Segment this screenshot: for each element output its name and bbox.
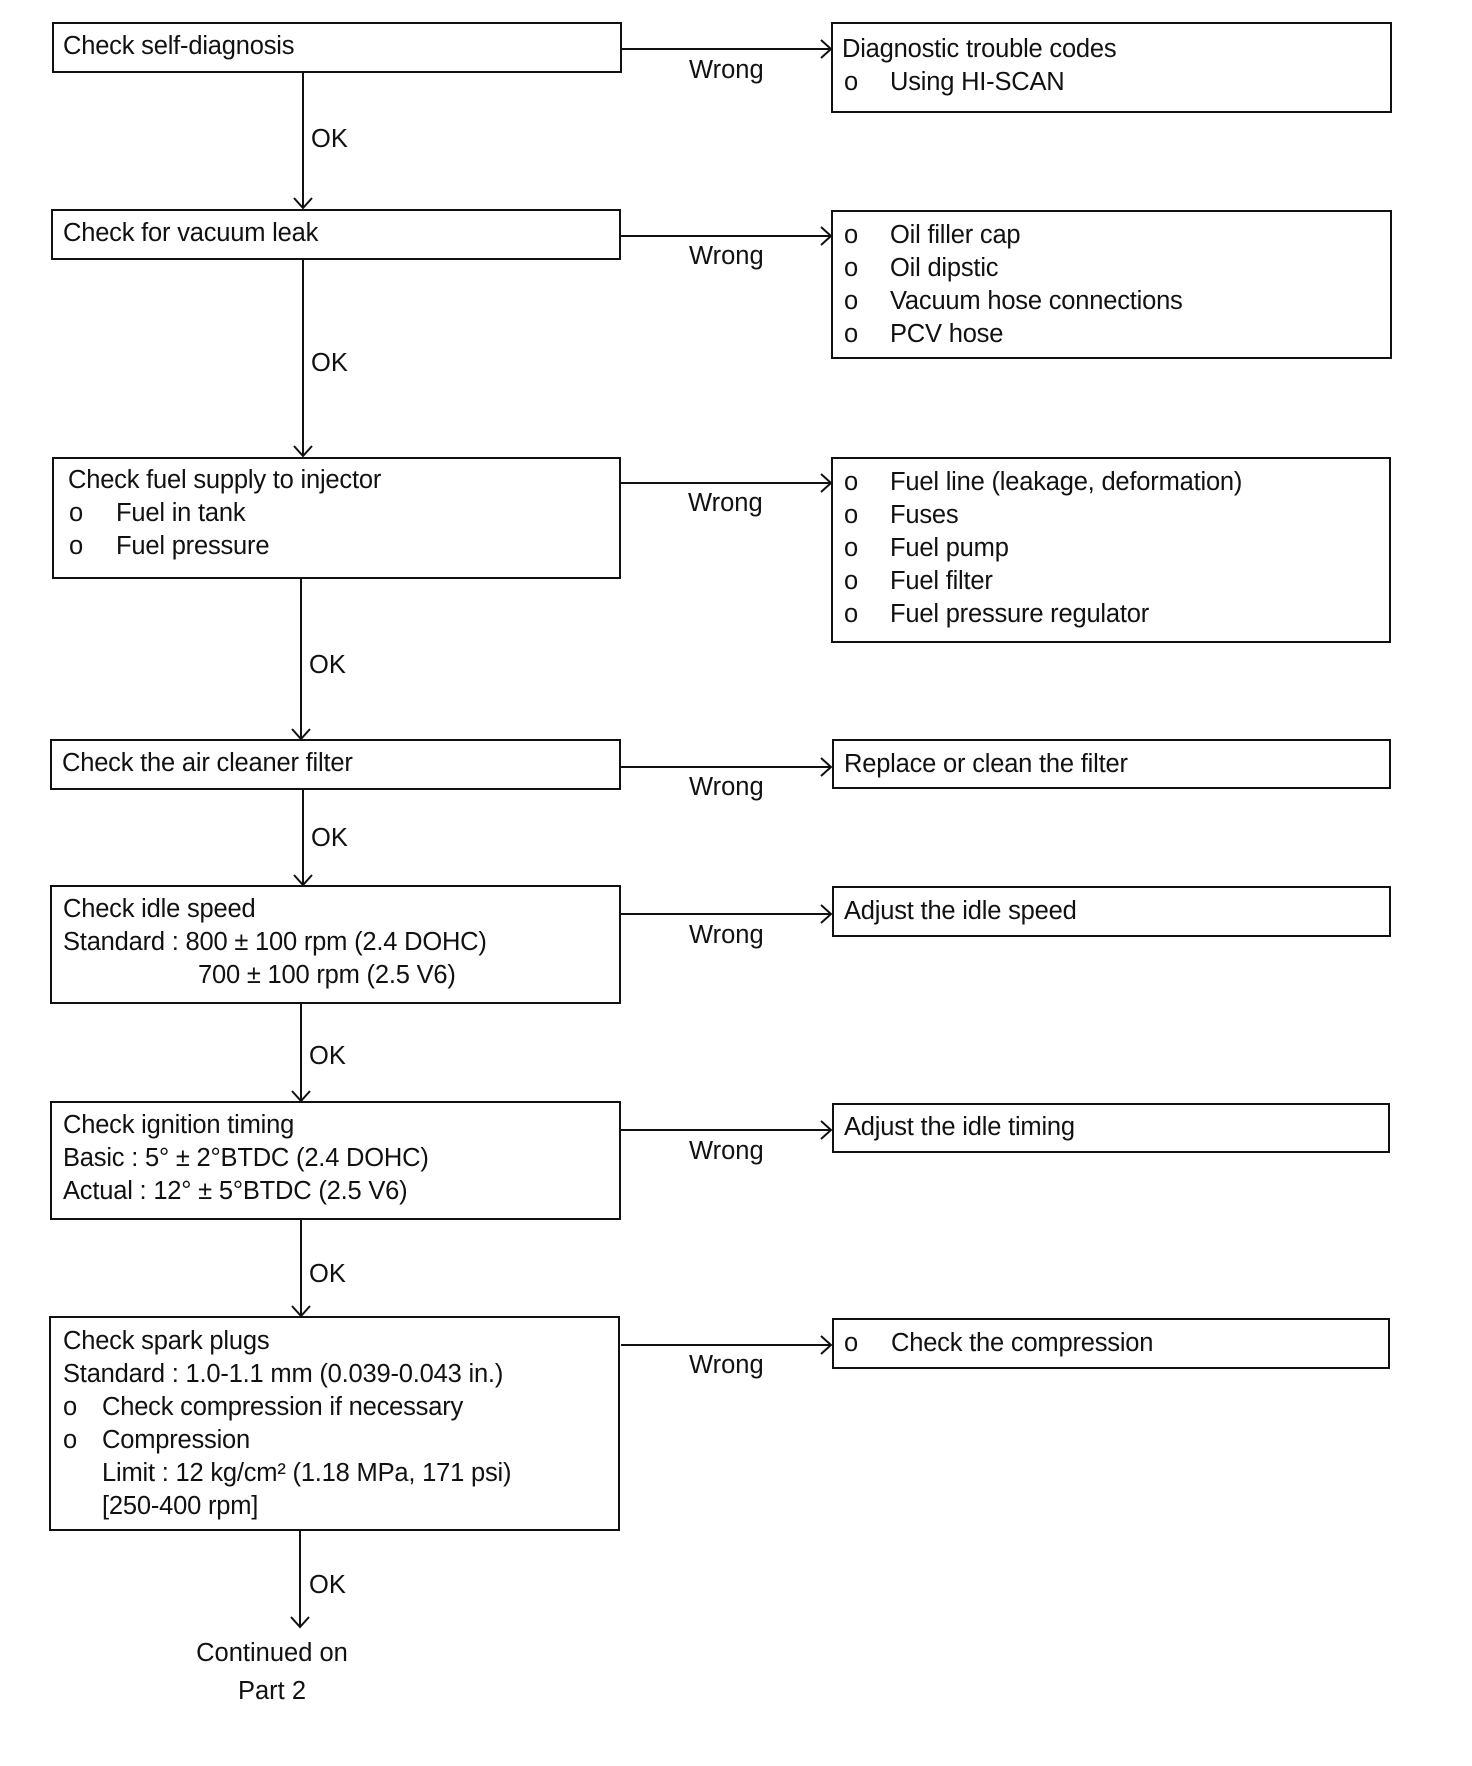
bullet: o: [844, 287, 859, 315]
remedy-item: Fuel filter: [890, 567, 993, 595]
step-title: Check for vacuum leak: [63, 219, 319, 247]
continuation-line-2: Part 2: [237, 1677, 307, 1705]
remedy-item: Check the compression: [891, 1329, 1154, 1357]
step-title: Check spark plugs: [63, 1327, 270, 1355]
step-item: Check compression if necessary: [102, 1393, 464, 1421]
remedy-item: Fuel pressure regulator: [890, 600, 1150, 628]
remedy-title: Adjust the idle speed: [844, 897, 1077, 925]
bullet: o: [844, 1329, 859, 1357]
step-spec: 700 ± 100 rpm (2.5 V6): [198, 961, 456, 989]
wrong-label: Wrong: [689, 242, 764, 270]
bullet: o: [69, 532, 84, 560]
remedy-item: Oil filler cap: [890, 221, 1021, 249]
step-item: Fuel pressure: [116, 532, 270, 560]
ok-label: OK: [309, 1571, 346, 1599]
remedy-item: Fuses: [890, 501, 959, 529]
step-item: Compression: [102, 1426, 251, 1454]
wrong-label: Wrong: [689, 1351, 764, 1379]
step-spec: Standard : 800 ± 100 rpm (2.4 DOHC): [63, 928, 487, 956]
ok-label: OK: [309, 651, 346, 679]
step-spec: Standard : 1.0-1.1 mm (0.039-0.043 in.): [63, 1360, 504, 1388]
remedy-title: Replace or clean the filter: [844, 750, 1128, 778]
remedy-title: Adjust the idle timing: [844, 1113, 1075, 1141]
bullet: o: [844, 221, 859, 249]
bullet: o: [844, 600, 859, 628]
bullet: o: [63, 1393, 78, 1421]
ok-label: OK: [309, 1260, 346, 1288]
bullet: o: [844, 254, 859, 282]
bullet: o: [844, 534, 859, 562]
remedy-item: Fuel line (leakage, deformation): [890, 468, 1243, 496]
remedy-item: Using HI-SCAN: [890, 68, 1065, 96]
step-spec: Basic : 5° ± 2°BTDC (2.4 DOHC): [63, 1144, 429, 1172]
step-title: Check self-diagnosis: [63, 32, 295, 60]
bullet: o: [844, 567, 859, 595]
bullet: o: [844, 68, 859, 96]
ok-label: OK: [309, 1042, 346, 1070]
step-title: Check ignition timing: [63, 1111, 295, 1139]
step-item: Fuel in tank: [116, 499, 246, 527]
step-title: Check the air cleaner filter: [62, 749, 353, 777]
remedy-item: PCV hose: [890, 320, 1004, 348]
continuation-line-1: Continued on: [196, 1639, 348, 1667]
ok-label: OK: [311, 824, 348, 852]
bullet: o: [69, 499, 84, 527]
step-spec: [250-400 rpm]: [102, 1492, 259, 1520]
step-spec: Actual : 12° ± 5°BTDC (2.5 V6): [63, 1177, 408, 1205]
remedy-title: Diagnostic trouble codes: [842, 35, 1117, 63]
bullet: o: [844, 468, 859, 496]
remedy-item: Vacuum hose connections: [890, 287, 1183, 315]
remedy-item: Fuel pump: [890, 534, 1009, 562]
wrong-label: Wrong: [689, 921, 764, 949]
ok-label: OK: [311, 125, 348, 153]
wrong-label: Wrong: [689, 56, 764, 84]
bullet: o: [844, 501, 859, 529]
wrong-label: Wrong: [689, 1137, 764, 1165]
step-title: Check fuel supply to injector: [68, 466, 382, 494]
step-title: Check idle speed: [63, 895, 256, 923]
remedy-item: Oil dipstic: [890, 254, 999, 282]
wrong-label: Wrong: [688, 489, 763, 517]
ok-label: OK: [311, 349, 348, 377]
bullet: o: [844, 320, 859, 348]
wrong-label: Wrong: [689, 773, 764, 801]
step-spec: Limit : 12 kg/cm² (1.18 MPa, 171 psi): [102, 1459, 512, 1487]
bullet: o: [63, 1426, 78, 1454]
